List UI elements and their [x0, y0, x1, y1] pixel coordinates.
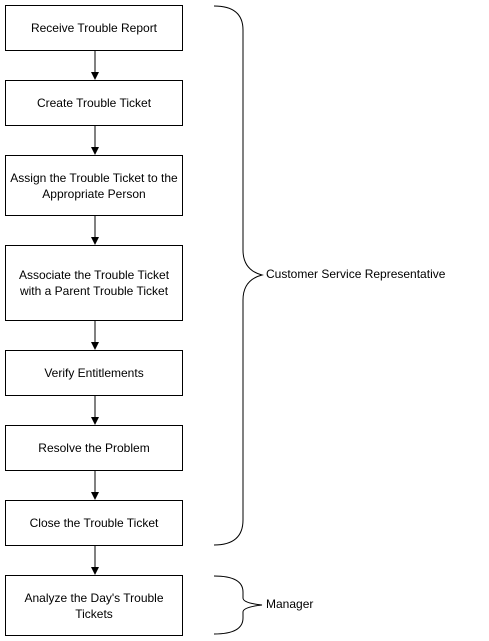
- step-assign-trouble-ticket: Assign the Trouble Ticket to the Appropriate Person: [5, 155, 183, 216]
- step-resolve-problem: Resolve the Problem: [5, 425, 183, 471]
- step-verify-entitlements: Verify Entitlements: [5, 350, 183, 396]
- brace-customer-service: [214, 6, 262, 545]
- step-analyze-days-tickets: Analyze the Day's Trouble Tickets: [5, 575, 183, 636]
- step-close-trouble-ticket: Close the Trouble Ticket: [5, 500, 183, 546]
- role-customer-service-representative: Customer Service Representative: [266, 267, 446, 281]
- step-create-trouble-ticket: Create Trouble Ticket: [5, 80, 183, 126]
- role-manager: Manager: [266, 597, 314, 611]
- step-associate-parent-ticket: Associate the Trouble Ticket with a Parent Trouble Ticket: [5, 245, 183, 321]
- step-receive-trouble-report: Receive Trouble Report: [5, 5, 183, 51]
- brace-manager: [214, 576, 262, 634]
